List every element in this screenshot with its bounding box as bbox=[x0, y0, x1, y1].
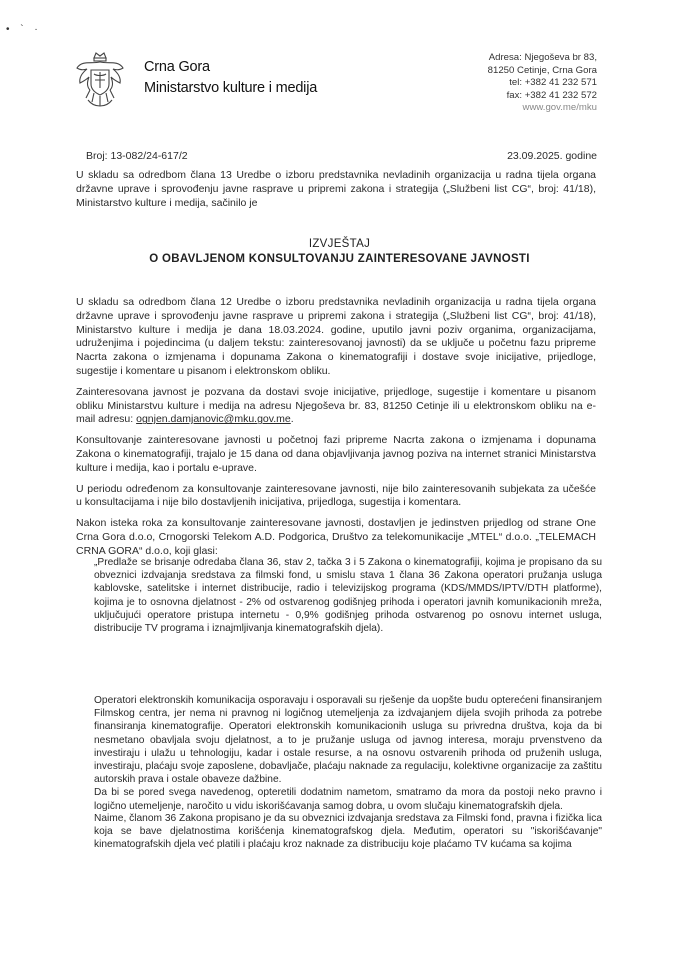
document-meta bbox=[86, 150, 597, 162]
address-line: Adresa: Njegoševa br 83, bbox=[488, 52, 597, 63]
paragraph-2 bbox=[76, 386, 596, 427]
title-line-1: IZVJEŠTAJ bbox=[308, 238, 371, 250]
quote-block-2 bbox=[94, 694, 602, 813]
fax-line: fax: +382 41 232 572 bbox=[506, 89, 597, 101]
email-link[interactable]: ognjen.damjanovic@mku.gov.me bbox=[136, 413, 291, 426]
paragraph-4: U periodu određenom za konsultovanje zainteresovane javnosti, nije bilo zainteresovanih subjekata za učešće u konsultacijama i nije bilo dostavljenih inicijativa, prijedloga, sugestija i komentara. bbox=[76, 482, 596, 509]
tel-line: tel: +382 41 232 571 bbox=[509, 77, 597, 89]
quote-paragraph-4: Naime, članom 36 Zakona propisano je da su obveznici izdvajanja sredstava za Filmski fond, pravna i fizička lica koja se bave djelatnostima korišćenja kinematografskog djela. Međutim, operatori su "iskorišćavanje" kinematografskih djela već platili i plaćaju kroz naknade za distribuciju koje plaćamo TV kućama sa kojima bbox=[94, 813, 602, 851]
city-line: 81250 Cetinje, Crna Gora bbox=[487, 64, 597, 76]
quote-block-3 bbox=[94, 812, 602, 852]
paragraph-3: Konsultovanje zainteresovane javnosti u početnoj fazi pripreme Nacrta zakona o izmjenama i dopunama Zakona o kinematografiji, trajalo je 15 dana od dana objavljivanja javnog poziva na internet stranici Ministarstva kulture i medija, kao i portalu e-uprave. bbox=[76, 434, 596, 474]
report-body bbox=[76, 296, 596, 566]
quote-paragraph-3: Da bi se pored svega navedenog, opteretili dodatnim nametom, smatramo da mora da postoji neko pravno i logično utemeljenje, naročito u vidu iskorišćavanja samog dobra, u ovom slučaju kinematografskih djela. bbox=[94, 787, 602, 812]
paragraph-5: Nakon isteka roka za konsultovanje zainteresovane javnosti, dostavljen je jedinstven prijedlog od strane One Crna Gora d.o.o, Crnogorski Telekom A.D. Podgorica, Društvo za telekomunikacije „MTEL“ d.o.o. „TELEMACH CRNA GORA“ d.o.o, koji glasi: bbox=[76, 517, 596, 557]
title-line-2: O OBAVLJENOM KONSULTOVANJU ZAINTERESOVANE JAVNOSTI bbox=[149, 253, 530, 265]
document-date: 23.09.2025. godine bbox=[507, 150, 597, 162]
contact-block bbox=[488, 52, 597, 115]
montenegro-coat-of-arms-icon bbox=[74, 50, 126, 112]
paragraph-1: U skladu sa odredbom člana 12 Uredbe o izboru predstavnika nevladinih organizacija u radna tijela organa državne uprave i sprovođenju javne rasprave u pripremi zakona i strategija („Službeni list CG“, broj: 41/18), Ministarstvo kulture i medija je dana 18.03.2024. godine, uputilo javni poziv organima, organizacijama, udruženjima i pojedincima (u daljem tekstu: zainteresovanoj javnosti) da se uključe u početnu fazu pripreme Nacrta zakona o izmjenama i dopunama Zakona o kinematografiji i dostave svoje inicijative, prijedloge, sugestije i komentare u pisanom i elektronskom obliku. bbox=[76, 296, 596, 377]
country-name: Crna Gora bbox=[144, 59, 210, 75]
intro-paragraph: U skladu sa odredbom člana 13 Uredbe o izboru predstavnika nevladinih organizacija u radna tijela organa državne uprave i sprovođenju javne rasprave u pripremi zakona i strategija („Službeni list CG“, broj: 41/18), Ministarstvo kulture i medija, sačinilo je bbox=[76, 169, 596, 209]
paragraph-2-text: Zainteresovana javnost je pozvana da dostavi svoje inicijative, prijedloge, sugestije i komentare u pisanom obliku Ministarstvu kulture i medija na adresu Njegoševa br. 83, 81250 Cetinje ili u elektronskom obliku na e-mail adresu: bbox=[76, 385, 596, 426]
ministry-name: Ministarstvo kulture i medija bbox=[144, 80, 318, 96]
report-title bbox=[0, 237, 679, 267]
paragraph-2-end: . bbox=[290, 413, 294, 426]
quote-block-1 bbox=[94, 556, 602, 635]
scan-marks: • ` · bbox=[6, 24, 42, 35]
institution-name bbox=[144, 57, 317, 99]
quote-paragraph-2: Operatori elektronskih komunikacija osporavaju i osporavali su rješenje da uopšte budu opterećeni finansiranjem Filmskog centra, jer nema ni pravnog ni logičnog utemeljenja za izdvajanjem dijela svojih prihoda za potrebe finansiranja kinematografije. Operatori elektronskih komunikacionih usluga su privredna društva, koja da bi nesmetano obavljala svoju djelatnost, a to je pružanje usluga od javnog interesa, moraju prvenstveno da investiraju i ulažu u tehnologiju, kadar i ostale resurse, a na osnovu ostvarenih prihoda od pruženih usluga, investiraju, plaćaju svoje zaposlene, dobavljače, plaćaju naknade za regulaciju, kolektivne organizacije za zaštitu autorskih prava i ostale obaveze dažbine. bbox=[94, 695, 602, 786]
intro-block bbox=[76, 169, 596, 217]
document-number: Broj: 13-082/24-617/2 bbox=[86, 150, 188, 162]
website-link[interactable]: www.gov.me/mku bbox=[522, 102, 597, 114]
quote-paragraph-1: „Predlaže se brisanje odredaba člana 36, stav 2, tačka 3 i 5 Zakona o kinematografiji, kojima je propisano da su obveznici izdvajanja sredstava za filmski fond, u smislu stava 1 člana 36 Zakona operatori pružanja usluga kablovske, satelitske i internet distribucije, radio i televizijskog programa (KDS/MMDS/IPTV/DTH platforme), kojima je to osnovna djelatnost - 2% od ostvarenog godišnjeg prihoda i operatori javnih komunikacionih mreža, uključujući operatore pristupa internetu - 0,9% godišnjeg prihoda ostvarenog po osnovu internet usluga, distribucije TV programa i iznajmljivanja kinematografskih djela). bbox=[94, 557, 602, 635]
